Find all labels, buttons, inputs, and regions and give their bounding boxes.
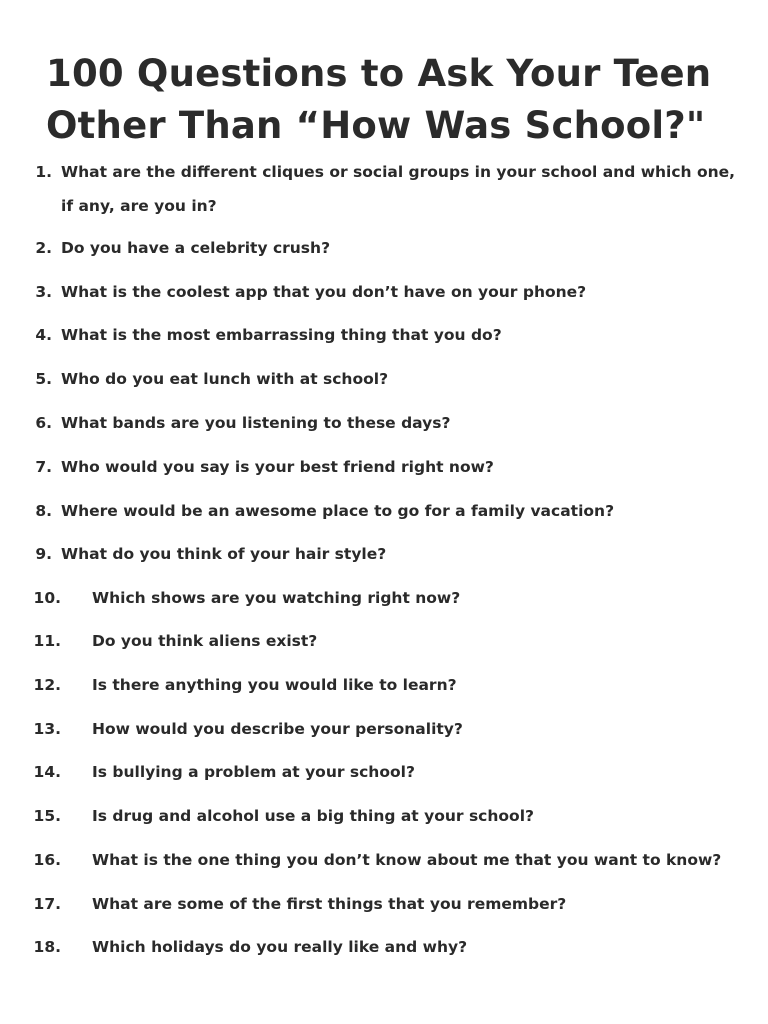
title-line-2: Other Than “How Was School?" [46, 104, 706, 147]
item-text: What is the coolest app that you don’t have on your phone? [61, 283, 587, 301]
item-text: How would you describe your personality? [92, 720, 463, 738]
item-number: 17. [33, 895, 61, 913]
item-number: 6. [35, 414, 52, 432]
item-text: Is bullying a problem at your school? [92, 763, 415, 781]
page-title [46, 48, 746, 152]
item-text: Which holidays do you really like and why? [92, 938, 468, 956]
item-number: 10. [33, 589, 61, 607]
item-number: 14. [33, 763, 61, 781]
item-text: Is drug and alcohol use a big thing at your school? [92, 807, 534, 825]
item-number: 8. [35, 502, 52, 520]
item-text-line-2: if any, are you in? [61, 197, 217, 215]
item-number: 4. [35, 326, 52, 344]
item-text-line-1: What are the different cliques or social groups in your school and which one, [61, 163, 736, 181]
item-number: 16. [33, 851, 61, 869]
item-text: Is there anything you would like to learn? [92, 676, 457, 694]
title-line-1: 100 Questions to Ask Your Teen [46, 52, 712, 95]
item-number: 9. [35, 545, 52, 563]
item-number: 5. [35, 370, 52, 388]
item-number: 2. [35, 239, 52, 257]
item-text: What do you think of your hair style? [61, 545, 387, 563]
item-text: What are some of the first things that you remember? [92, 895, 567, 913]
item-number: 11. [33, 632, 61, 650]
item-text: What is the one thing you don’t know about me that you want to know? [92, 851, 722, 869]
item-text: Do you have a celebrity crush? [61, 239, 331, 257]
item-number: 3. [35, 283, 52, 301]
item-number: 12. [33, 676, 61, 694]
item-text: What bands are you listening to these days? [61, 414, 451, 432]
item-number: 18. [33, 938, 61, 956]
item-text: Who do you eat lunch with at school? [61, 370, 389, 388]
item-text: What is the most embarrassing thing that you do? [61, 326, 502, 344]
item-number: 13. [33, 720, 61, 738]
item-number: 7. [35, 458, 52, 476]
item-text: Which shows are you watching right now? [92, 589, 461, 607]
item-number: 15. [33, 807, 61, 825]
item-text: Who would you say is your best friend right now? [61, 458, 494, 476]
item-text [61, 163, 735, 223]
item-text: Where would be an awesome place to go for a family vacation? [61, 502, 615, 520]
item-number: 1. [35, 163, 52, 181]
item-text: Do you think aliens exist? [92, 632, 318, 650]
